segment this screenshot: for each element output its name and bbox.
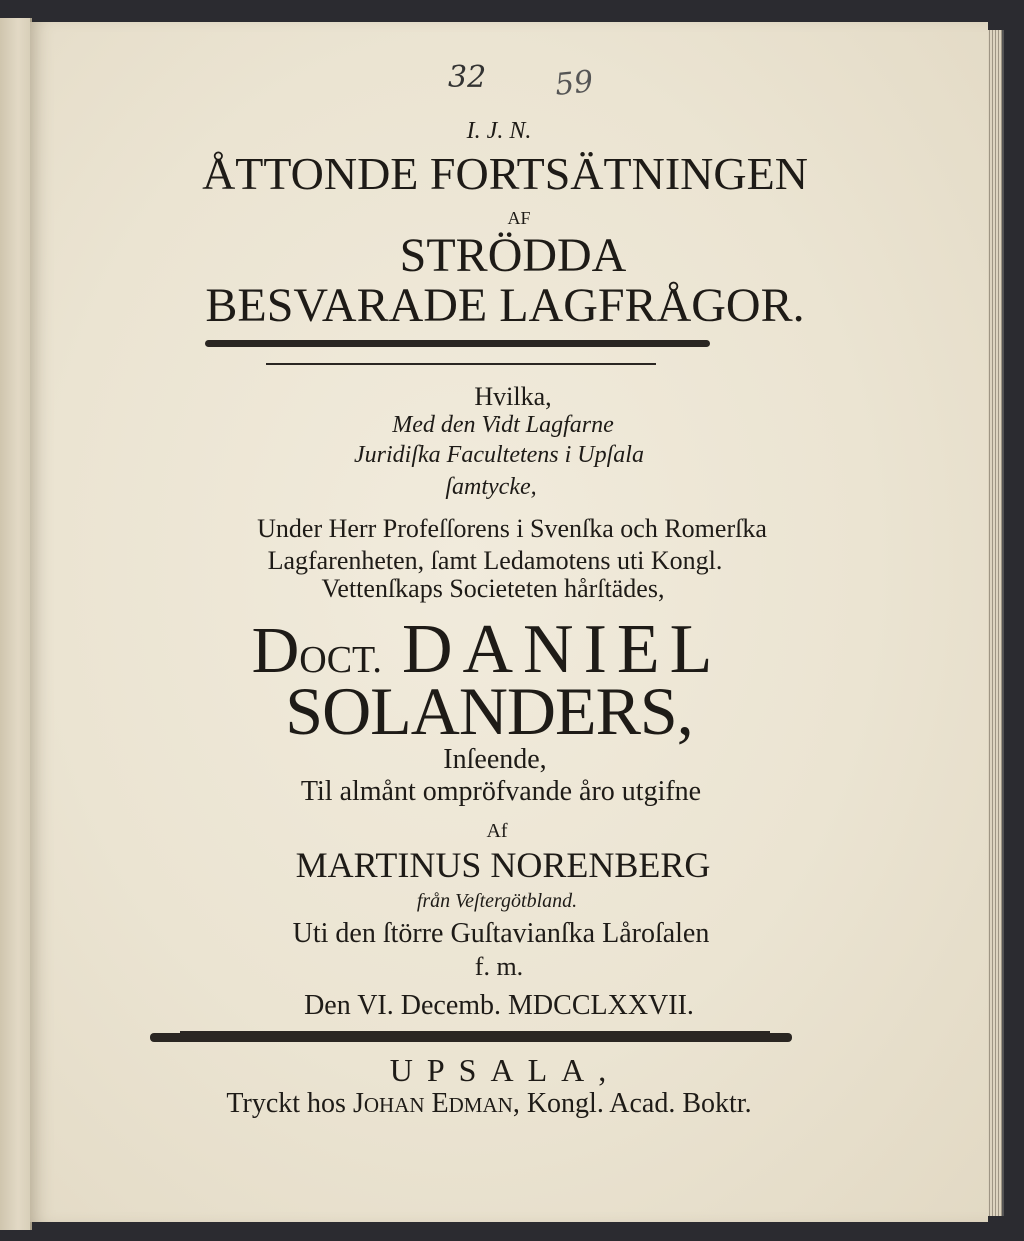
place-date: Den VI. Decemb. MDCCLXXVII.: [304, 990, 694, 1021]
body-samtycke: ſamtycke,: [445, 474, 537, 500]
title-rule-thin: [266, 363, 656, 365]
respondent-name: MARTINUS NORENBERG: [295, 845, 711, 885]
body-under: Under Herr Profeſſorens i Svenſka och Romerſka: [257, 514, 767, 543]
place-fm: f. m.: [474, 952, 524, 981]
handwritten-archive-number: 59: [553, 64, 595, 103]
title-line-3: BESVARADE LAGFRÅGOR.: [205, 279, 805, 332]
imprint-printer: [10, 1088, 968, 1120]
title-line-1: ÅTTONDE FORTSÄTNINGEN: [202, 148, 808, 199]
title-line-2: STRÖDDA: [399, 229, 627, 282]
place-uti: Uti den ſtörre Guſtavianſka Låroſalen: [292, 918, 710, 949]
title-initials: I. J. N.: [466, 118, 532, 144]
imprint-city: UPSALA,: [389, 1052, 621, 1088]
praeses-last-name: SOLANDERS,: [285, 673, 693, 749]
body-juridiska: Juridiſka Facultetens i Upſala: [354, 442, 644, 468]
respondent-af: Af: [486, 820, 508, 842]
body-lagfarenheten: Lagfarenheten, ſamt Ledamotens uti Kongl.: [267, 546, 723, 575]
respondent-inseende: Inſeende,: [443, 744, 547, 775]
handwritten-page-number: 32: [448, 60, 487, 95]
imprint-edman-initial: E: [431, 1088, 449, 1119]
respondent-fran: från Veſtergötbland.: [416, 890, 578, 912]
imprint-edman-rest: DMAN: [448, 1093, 513, 1117]
title-af: AF: [507, 208, 531, 228]
imprint-tryckt-hos: Tryckt hos: [226, 1088, 346, 1119]
imprint-tail: , Kongl. Acad. Boktr.: [512, 1088, 752, 1119]
title-rule-thick: [205, 340, 710, 347]
body-vettenskaps: Vettenſkaps Societeten hårſtädes,: [321, 574, 665, 603]
imprint-johan-initial: J: [352, 1088, 364, 1119]
body-med: Med den Vidt Lagfarne: [392, 412, 614, 438]
praeses-doct-rest: OCT.: [299, 639, 382, 681]
body-hvilka: Hvilka,: [474, 382, 552, 411]
praeses-first-name: DANIEL: [401, 611, 723, 688]
imprint-rule-thick: [150, 1033, 792, 1042]
imprint-johan-rest: OHAN: [363, 1093, 425, 1117]
praeses-doct-initial: D: [251, 614, 300, 687]
title-page: [30, 22, 988, 1222]
respondent-til: Til almånt ompröfvande åro utgifne: [300, 776, 702, 807]
